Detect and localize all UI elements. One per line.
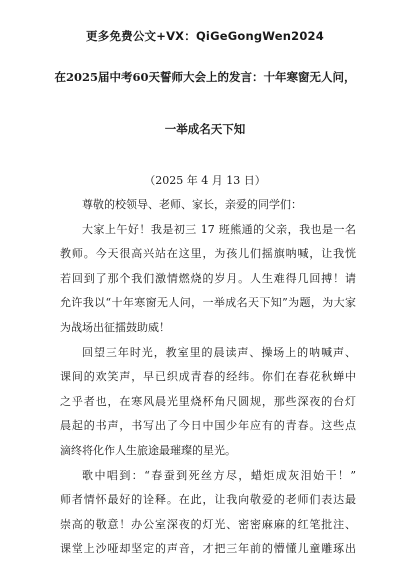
body-line: 课间的欢笑声，早已织成青春的经纬。你们在春花秋蝉中	[60, 370, 356, 384]
body-line: 回望三年时光，教室里的晨读声、操场上的呐喊声、	[82, 345, 356, 359]
body-line: 允许我以“十年寒窗无人问，一举成名天下知”为题，为大家	[60, 296, 356, 310]
speech-date: （2025 年 4 月 13 日）	[144, 174, 266, 187]
body-line: 晨起的书声，书写出了今日中国少年应有的青春。这些点	[60, 419, 356, 433]
body-line: 教师。今天很高兴站在这里，为孩儿们摇旗呐喊，让我恍	[60, 247, 356, 261]
salutation: 尊敬的校领导、老师、家长，亲爱的同学们：	[82, 198, 302, 211]
body-line: 若回到了那个我们激情燃烧的岁月。人生难得几回搏！请	[60, 271, 356, 285]
body-line: 大家上午好！我是初三 17 班熊通的父亲，我也是一名	[82, 222, 356, 236]
title-line-2: 一举成名天下知	[164, 122, 246, 136]
page-header: 更多免费公文+VX：QiGeGongWen2024	[86, 29, 324, 43]
body-line: 之乎者也，在寒风晨光里烧杯角尺圆规，那些深夜的台灯	[60, 394, 356, 408]
body-line: 师者情怀最好的诠释。在此，让我向敬爱的老师们表达最	[60, 493, 356, 507]
body-line: 滴终将化作人生旅途最璀璨的星光。	[60, 443, 236, 457]
body-line: 崇高的敬意！办公室深夜的灯光、密密麻麻的红笔批注、	[60, 517, 356, 531]
body-line: 为战场出征擂鼓助威！	[60, 320, 170, 334]
body-line: 课堂上沙哑却坚定的声音，才把三年前的懵懂儿童雕琢出	[60, 542, 356, 556]
title-line-1: 在2025届中考60天誓师大会上的发言：十年寒窗无人问，	[54, 70, 356, 84]
body-line: 歌中唱到：“春蚕到死丝方尽，蜡炬成灰泪始干！”	[82, 468, 356, 482]
speech-body	[60, 193, 356, 562]
